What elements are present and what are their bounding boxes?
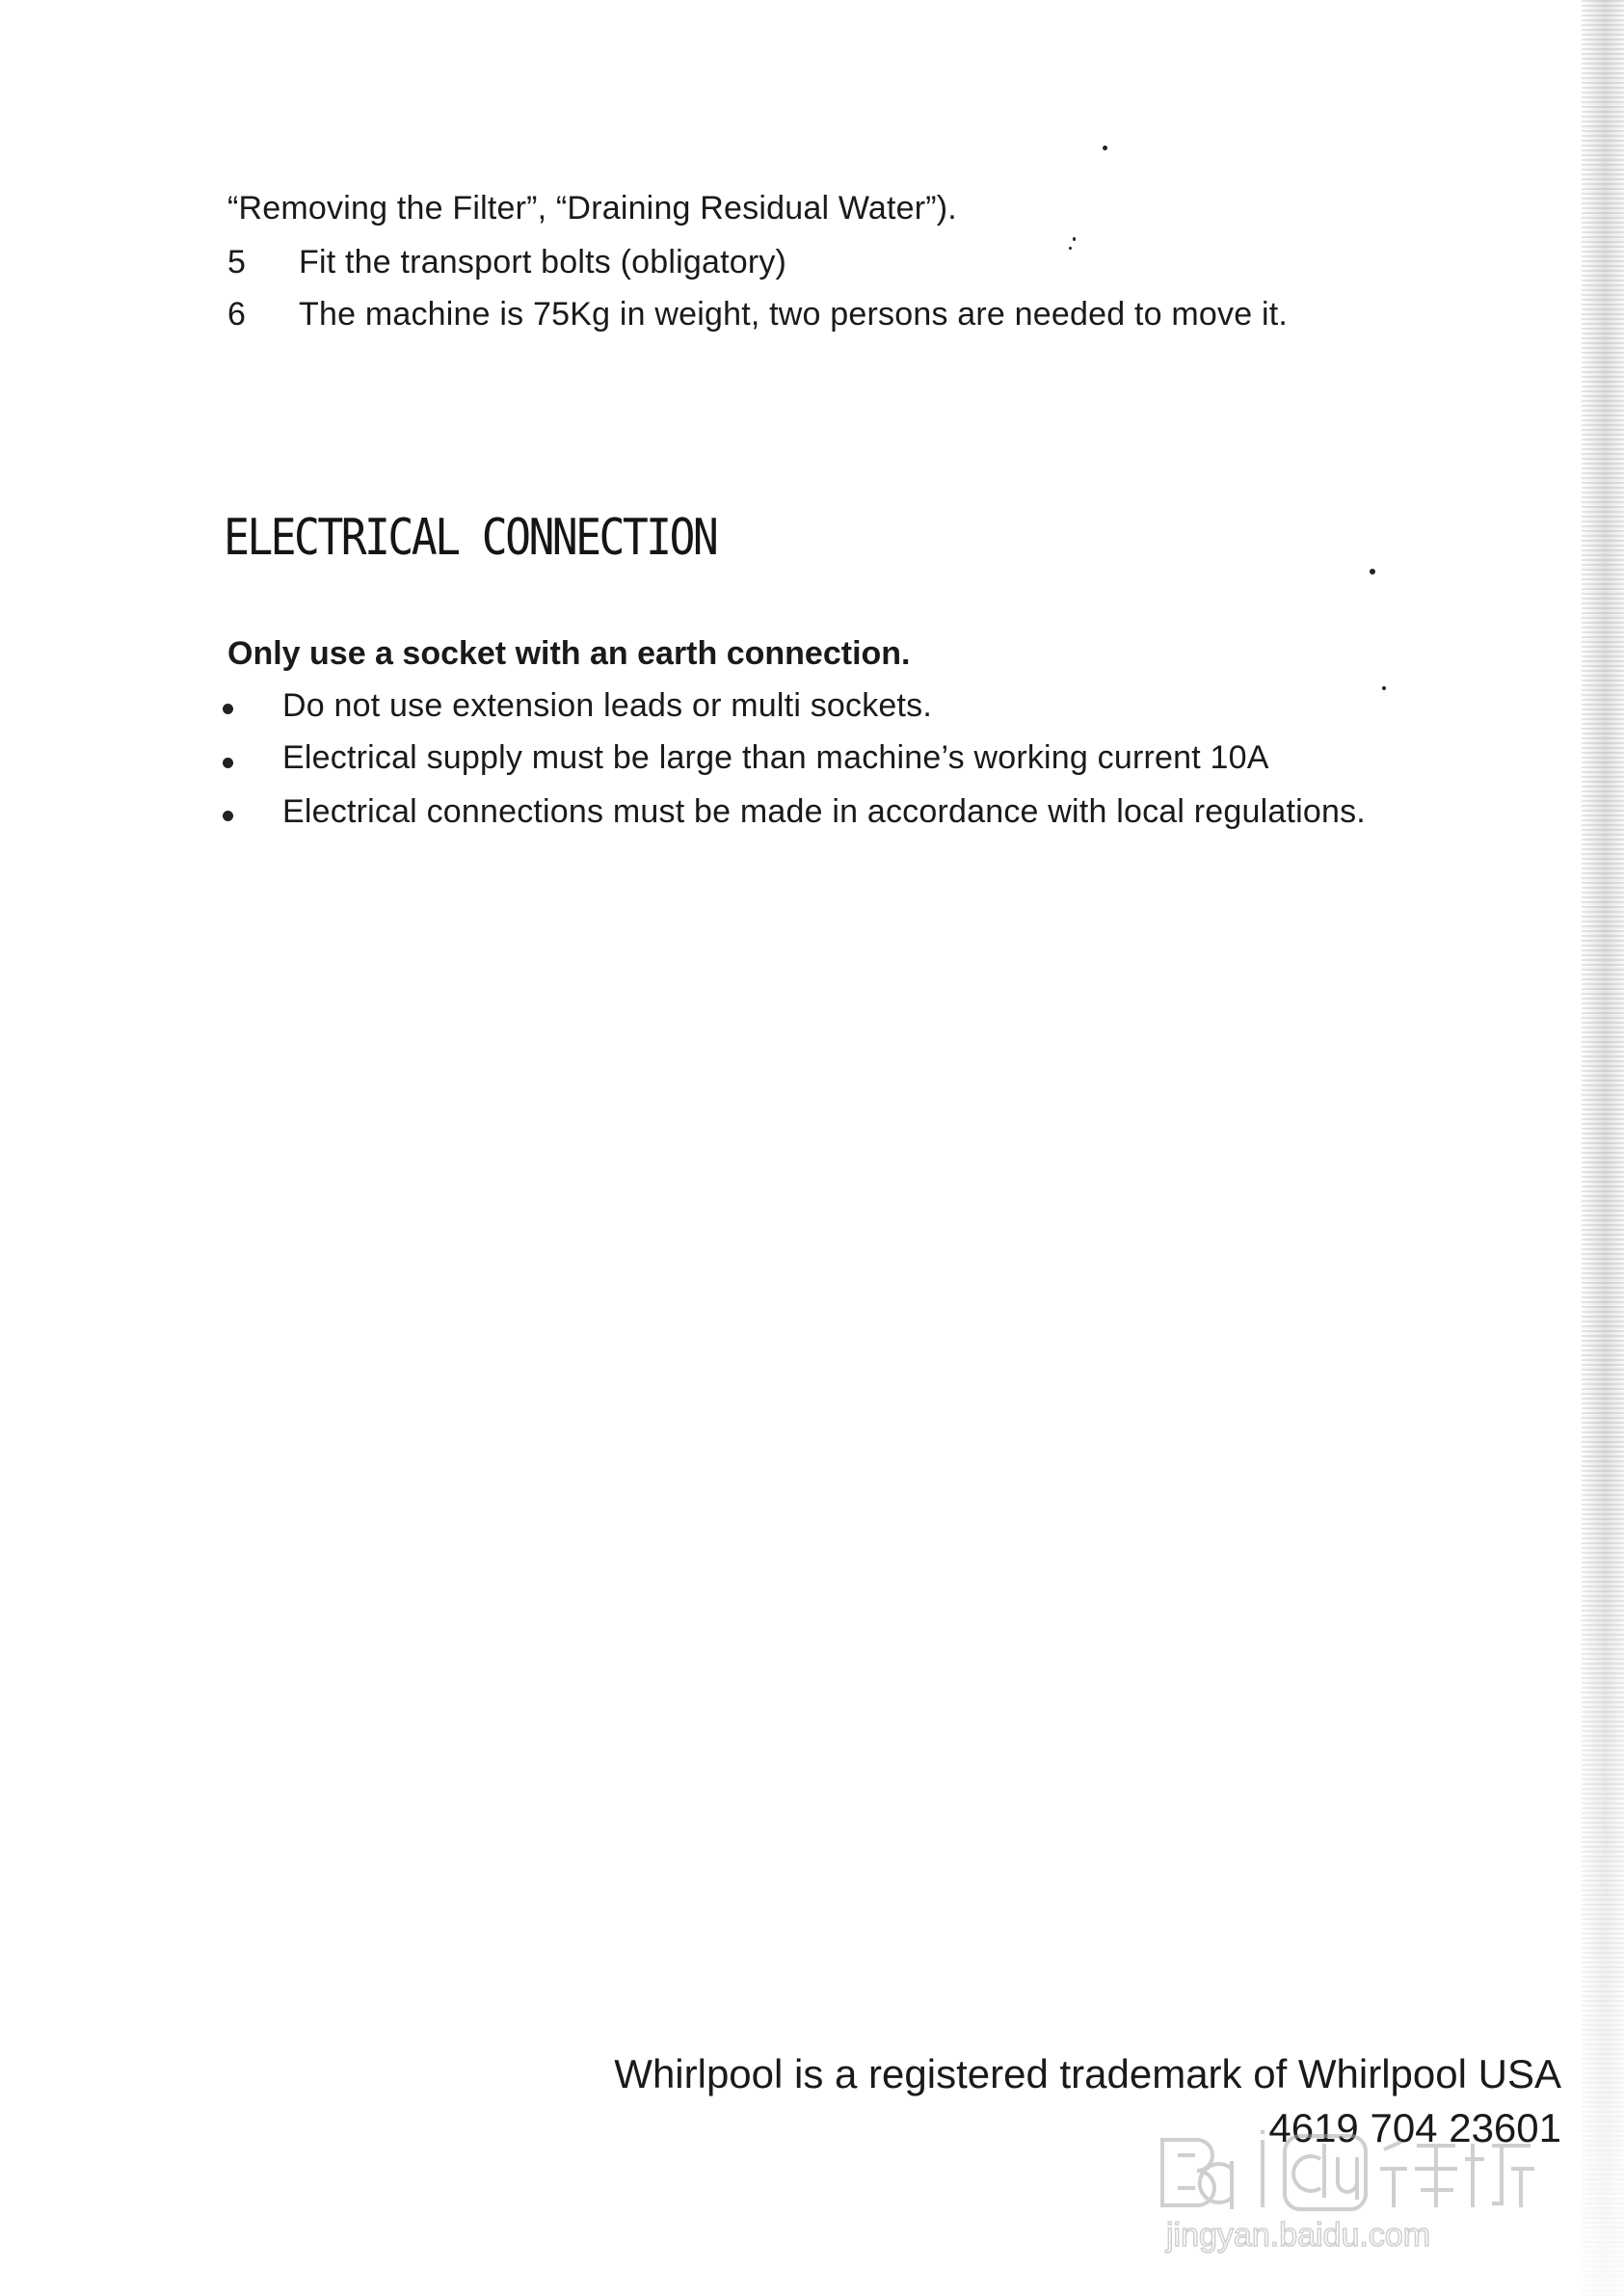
bullet-text: Do not use extension leads or multi sockets.: [282, 687, 933, 724]
scan-speck: [1069, 247, 1072, 250]
bullet-text: Electrical connections must be made in accordance with local regulations.: [282, 793, 1366, 830]
scan-speck: [1370, 569, 1375, 574]
bullet-text: Electrical supply must be large than machine’s working current 10A: [282, 739, 1269, 776]
step-number: 6: [227, 296, 246, 333]
scan-speck: [1073, 237, 1076, 241]
step-number: 5: [227, 244, 246, 280]
trademark-notice: Whirlpool is a registered trademark of Whirlpool USA: [614, 2051, 1561, 2096]
bullet-icon: [223, 758, 233, 768]
continuation-text: “Removing the Filter”, “Draining Residual Water”).: [227, 190, 957, 227]
bullet-icon: [223, 811, 233, 821]
scan-speck: [1382, 686, 1386, 690]
section-intro: Only use a socket with an earth connection.: [227, 635, 911, 672]
part-number: 4619 704 23601: [1268, 2105, 1561, 2150]
scan-speck: [1103, 146, 1107, 150]
section-heading: ELECTRICAL CONNECTION: [224, 509, 717, 567]
step-text: The machine is 75Kg in weight, two persons are needed to move it.: [299, 296, 1289, 333]
watermark-url: jingyan.baidu.com: [1166, 2217, 1431, 2254]
step-text: Fit the transport bolts (obligatory): [299, 244, 787, 280]
baidu-jingyan-watermark-logo: [1155, 2101, 1540, 2256]
bullet-icon: [223, 704, 233, 714]
scan-edge-fade: [1582, 1446, 1624, 2296]
